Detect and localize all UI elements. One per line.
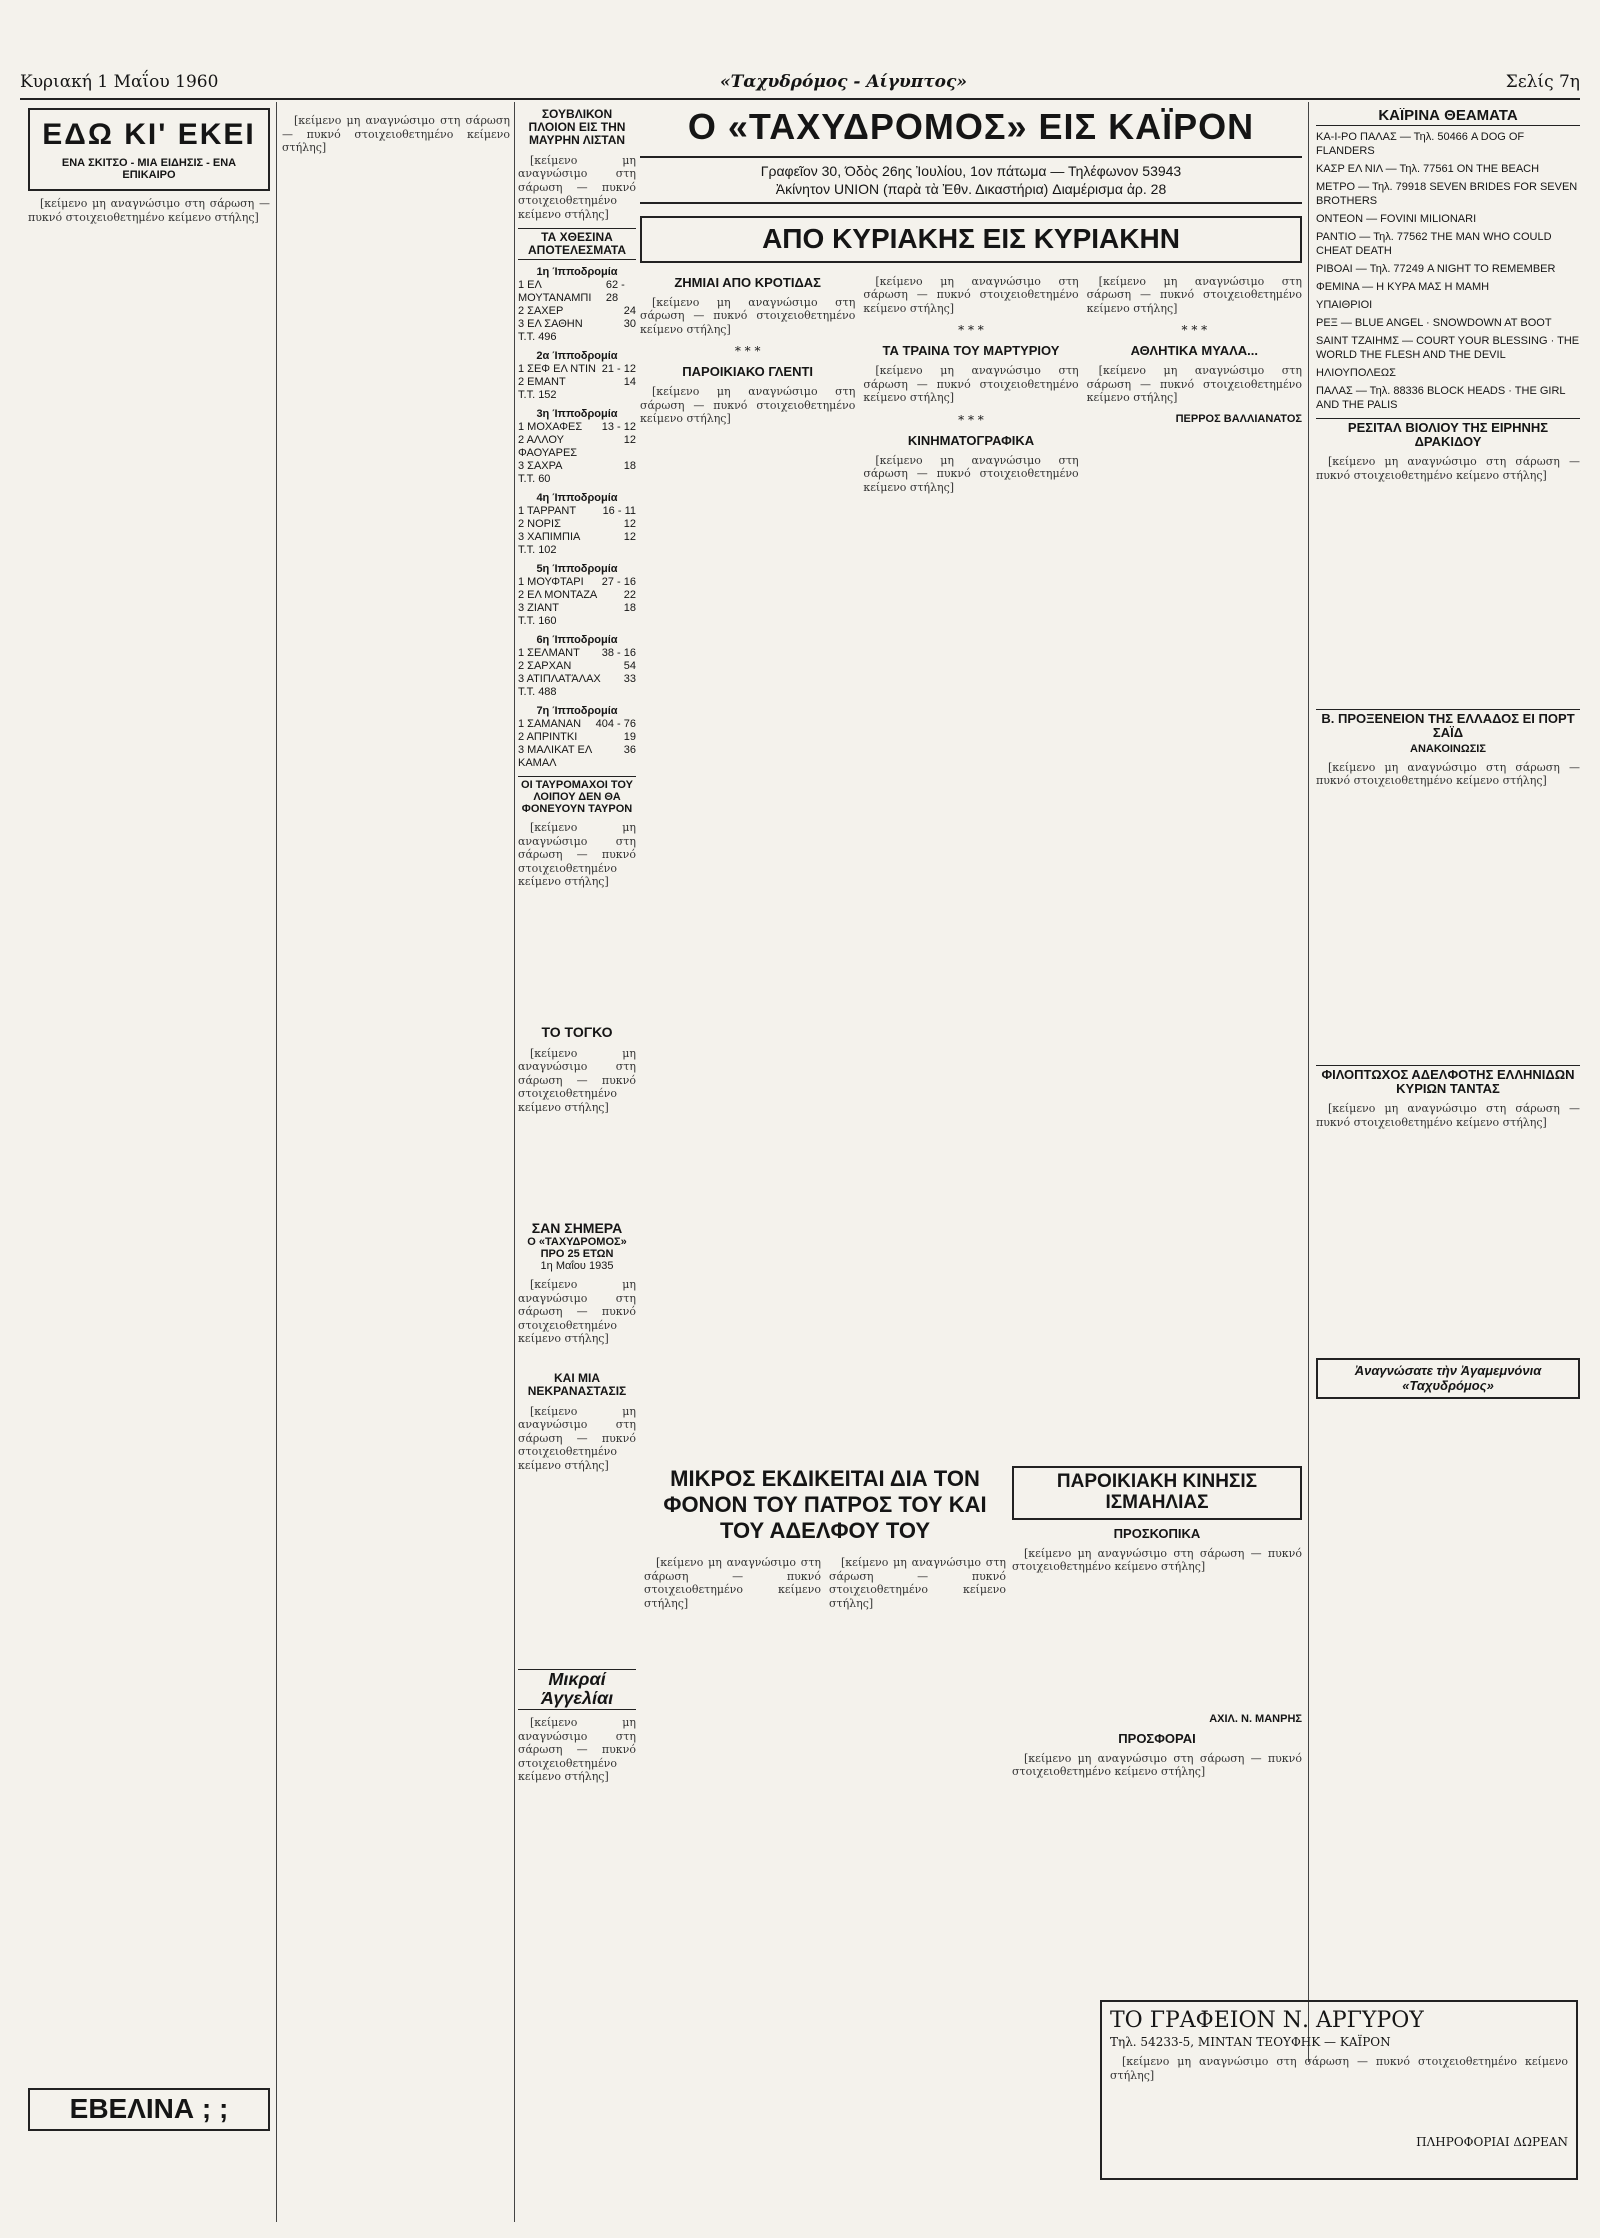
section-box [640,216,1302,263]
race-row [518,615,636,628]
sub-kinimatografika: ΚΙΝΗΜΑΤΟΓΡΑΦΙΚΑ [907,432,1035,448]
race-row [518,279,636,305]
odds: 14 [623,375,636,388]
odds: 33 [623,672,636,685]
horse-name: Τ.Τ. 102 [518,543,557,556]
race-row [518,660,636,673]
ismailia-title: ΠΑΡΟΙΚΙΑΚΗ ΚΙΝΗΣΙΣ ΙΣΜΑΗΛΙΑΣ [1056,1471,1258,1513]
race-row [518,544,636,557]
horse-name: 1 ΕΛ ΜΟΥΤΑΝΑΜΠΙ [518,278,592,304]
race-title: 1η Ίπποδρομία [536,265,618,278]
race-row [518,389,636,402]
ismailia-sub1: ΠΡΟΣΚΟΠΙΚΑ [1113,1525,1201,1541]
horse-name: 1 ΜΟΧΑΦΕΣ [518,420,583,433]
col1-body: [κείμενο μη αναγνώσιμο στη σάρωση — πυκνό στοιχειοθετημένο κείμενο στήλης] [28,197,270,224]
cinema-entry: ΦΕΜΙΝΑ — Η ΚΥΡΑ ΜΑΣ Η ΜΑΜΗ [1316,280,1490,293]
race-title: 6η Ίπποδρομία [536,633,618,646]
cinema-entry: ΠΑΛΑΣ — Τηλ. 88336 BLOCK HEADS · THE GIRL AND THE PALIS [1316,384,1566,411]
column-3: ΣΟΥΒΛΙΚΟΝ ΠΛΟΙΟΝ ΕΙΣ ΤΗΝ ΜΑΥΡΗΝ ΛΙΣΤΑΝ [κείμενο μη αναγνώσιμο στη σάρωση — πυκνό στοιχειοθετημένο κείμενο στήλης] ΤΑ ΧΘΕΣΙΝΑ ΑΠΟΤΕΛΕΣΜΑΤΑ 1η Ίπποδρομία 1 ΕΛ ΜΟΥΤΑΝΑΜΠΙ 62 - 28 2 ΣΑΧΕΡ 24 3 ΕΛ ΣΑΘΗΝ 30 Τ.Τ. 496 2α Ίπποδρομία 1 ΣΕΦ ΕΛ ΝΤΙΝ 21 - 12 2 ΕΜΑΝΤ 14 Τ.Τ. 152 3η Ίπποδρομία 1 ΜΟΧΑΦΕΣ 13 - 12 2 ΑΛΛΟΥ ΦΑΟΥΑΡΕΣ 12 3 ΣΑΧΡΑ 18 Τ.Τ. 60 4η Ίπποδρομία 1 ΤΑΡΡΑΝΤ 16 - 11 2 ΝΟΡΙΣ 12 3 ΧΑΠΙΜΠΙΑ 12 Τ.Τ. 102 5η Ίπποδρομία 1 ΜΟΥΦΤΑΡΙ 27 - 16 2 ΕΛ ΜΟΝΤΑΖΑ 22 3 ΖΙΑΝΤ 18 Τ.Τ. 160 6η Ίπποδρομία 1 ΣΕΛΜΑΝΤ 38 - 16 2 ΣΑΡΧΑΝ 54 3 ΑΤΙΠΛΑΤΆΛΑΧ 33 Τ.Τ. 488 7η Ίπποδρομία 1 ΣΑΜΑΝΑΝ 404 - 76 2 ΑΠΡΙΝΤΚΙ 19 3 ΜΑΛΙΚΑΤ ΕΛ ΚΑΜΑΛ 36 ΟΙ ΤΑΥΡΟΜΑΧΟΙ ΤΟΥ ΛΟΙΠΟΥ ΔΕΝ ΘΑ ΦΟΝΕΥΟΥΝ ΤΑΥΡΟΝ [κείμενο μη αναγνώσιμο στη σάρωση — πυκνό στοιχειοθετημένο κείμενο στήλης] ΤΟ ΤΟΓΚΟ [κείμενο μη αναγνώσιμο στη σάρωση — πυκνό στοιχειοθετημένο κείμενο στήλης] ΣΑΝ ΣΗΜΕΡΑ Ο «ΤΑΧΥΔΡΟΜΟΣ» ΠΡΟ 25 ΕΤΩΝ 1η Μαΐου 1935 [κείμενο μη αναγνώσιμο στη σάρωση — πυκνό στοιχειοθετημένο κείμενο στήλης] ΚΑΙ ΜΙΑ ΝΕΚΡΑΝΑΣΤΑΣΙΣ [κείμενο μη αναγνώσιμο στη σάρωση — πυκνό στοιχειοθετημένο κείμενο στήλης] Μικραί Άγγελίαι [κείμενο μη αναγνώσιμο στη σάρωση — πυκνό στοιχειοθετημένο κείμενο στήλης] [518,108,636,1784]
race-row [518,505,636,518]
odds: 12 [623,530,636,543]
cinema-entry: ΡΕΞ — BLUE ANGEL · SNOWDOWN AT BOOT [1316,316,1552,329]
ismailia-sub2: ΠΡΟΣΦΟΡΑΙ [1118,1730,1196,1746]
race-row [518,518,636,531]
race-row [518,305,636,318]
col3-head2: ΟΙ ΤΑΥΡΟΜΑΧΟΙ ΤΟΥ ΛΟΙΠΟΥ ΔΕΝ ΘΑ ΦΟΝΕΥΟΥΝ ΤΑΥΡΟΝ [518,776,636,815]
horse-name: Τ.Τ. 60 [518,472,551,485]
ismailia-section: ΠΑΡΟΙΚΙΑΚΗ ΚΙΝΗΣΙΣ ΙΣΜΑΗΛΙΑΣ ΠΡΟΣΚΟΠΙΚΑ [κείμενο μη αναγνώσιμο στη σάρωση — πυκνό στοιχειοθετημένο κείμενο στήλης] ΑΧΙΛ. Ν. ΜΑΝΡΗΣ ΠΡΟΣΦΟΡΑΙ [κείμενο μη αναγνώσιμο στη σάρωση — πυκνό στοιχειοθετημένο κείμενο στήλης] [1012,1466,1302,1986]
address-box [640,156,1302,204]
col2-body: [κείμενο μη αναγνώσιμο στη σάρωση — πυκνό στοιχειοθετημένο κείμενο στήλης] [282,114,510,154]
odds: 404 - 76 [595,717,636,730]
horse-name: 1 ΜΟΥΦΤΑΡΙ [518,575,584,588]
horse-name: 3 ΜΑΛΙΚΑΤ ΕΛ ΚΑΜΑΛ [518,743,592,769]
main-title: Ο «ΤΑΧΥΔΡΟΜΟΣ» ΕΙΣ ΚΑΪΡΟΝ [687,106,1255,147]
horse-name: 2 ΑΠΡΙΝΤΚΙ [518,730,578,743]
race-row [518,376,636,389]
horse-name: Τ.Τ. 496 [518,330,557,343]
race-row [518,718,636,731]
horse-name: 1 ΣΕΦ ΕΛ ΝΤΙΝ [518,362,596,375]
col6-head4: ΦΙΛΟΠΤΩΧΟΣ ΑΔΕΛΦΟΤΗΣ ΕΛΛΗΝΙΔΩΝ ΚΥΡΙΩΝ ΤΑΝΤΑΣ [1316,1065,1580,1097]
cinema-entry: ΗΛΙΟΥΠΟΛΕΩΣ [1316,366,1396,379]
col3-head4c: 1η Μαΐου 1935 [540,1260,614,1273]
odds: 24 [623,304,636,317]
race-row [518,531,636,544]
col3-head4b: Ο «ΤΑΧΥΔΡΟΜΟΣ» ΠΡΟ 25 ΕΤΩΝ [527,1236,627,1261]
odds: 62 - 28 [605,278,625,304]
argyrou-phone: Τηλ. 54233-5, ΜΙΝΤΑΝ ΤΕΟΥΦΗΚ — ΚΑΪΡΟΝ [1110,2035,1391,2049]
col3-head4: ΣΑΝ ΣΗΜΕΡΑ [531,1219,623,1236]
ebelina: ΕΒΕΛΙΝΑ ; ; [69,2093,229,2124]
odds: 21 - 12 [601,362,636,375]
horse-name: 3 ΣΑΧΡΑ [518,459,563,472]
cinema-entry: ΚΑ-Ι-ΡΟ ΠΑΛΑΣ — Τηλ. 50466 A DOG OF FLANDERS [1316,130,1525,157]
murder-story: ΜΙΚΡΟΣ ΕΚΔΙΚΕΙΤΑΙ ΔΙΑ ΤΟΝ ΦΟΝΟΝ ΤΟΥ ΠΑΤΡΟΣ ΤΟΥ ΚΑΙ ΤΟΥ ΑΔΕΛΦΟΥ ΤΟΥ [κείμενο μη αναγνώσιμο στη σάρωση — πυκνό στοιχειοθετημένο κείμενο στήλης] [κείμενο μη αναγνώσιμο στη σάρωση — πυκνό στοιχειοθετημένο κείμενο στήλης] [644,1466,1006,1610]
race-title: 3η Ίπποδρομία [536,407,618,420]
horse-name: 1 ΤΑΡΡΑΝΤ [518,504,577,517]
cinema-title: ΚΑΪΡΙΝΑ ΘΕΑΜΑΤΑ [1316,108,1580,126]
odds: 30 [623,317,636,330]
page-number: Σελίς 7η [1505,72,1580,92]
horse-name: 2 ΕΜΑΝΤ [518,375,566,388]
murder-title: ΜΙΚΡΟΣ ΕΚΔΙΚΕΙΤΑΙ ΔΙΑ ΤΟΝ ΦΟΝΟΝ ΤΟΥ ΠΑΤΡΟΣ ΤΟΥ ΚΑΙ ΤΟΥ ΑΔΕΛΦΟΥ ΤΟΥ [663,1466,987,1543]
horse-name: 3 ΑΤΙΠΛΑΤΆΛΑΧ [518,672,601,685]
col6-head3a: ΑΝΑΚΟΙΝΩΣΙΣ [1410,742,1486,755]
cinema-entry: ΥΠΑΙΘΡΙΟΙ [1316,298,1373,311]
paper-name: «Ταχυδρόμος - Αίγυπτος» [720,72,967,92]
col3-head3: ΤΟ ΤΟΓΚΟ [541,1024,613,1041]
section-title: ΑΠΟ ΚΥΡΙΑΚΗΣ ΕΙΣ ΚΥΡΙΑΚΗΝ [762,223,1180,254]
horse-name: 2 ΑΛΛΟΥ ΦΑΟΥΑΡΕΣ [518,433,578,459]
cinema-entry: PANTIO — Τηλ. 77562 THE MAN WHO COULD CHEAT DEATH [1316,230,1552,257]
odds: 16 - 11 [602,504,636,517]
horse-name: 2 ΕΛ ΜΟΝΤΑΖΑ [518,588,598,601]
sub-athlitika: ΑΘΛΗΤΙΚΑ ΜΥΑΛΑ... [1130,343,1259,359]
col6-head2: ΡΕΣΙΤΑΛ ΒΙΟΛΙΟΥ ΤΗΣ ΕΙΡΗΝΗΣ ΔΡΑΚΙΔΟΥ [1316,418,1580,450]
section-columns [640,269,1302,1379]
ismailia-sign: ΑΧΙΛ. Ν. ΜΑΝΡΗΣ [1209,1712,1302,1725]
odds: 12 [623,433,636,446]
race-row [518,576,636,589]
murder-section [644,1466,1006,1966]
horse-name: Τ.Τ. 160 [518,614,557,627]
horse-name: Τ.Τ. 488 [518,685,557,698]
race-results [518,266,636,770]
odds: 38 - 16 [601,646,636,659]
odds: 36 [623,743,636,756]
race-row [518,602,636,615]
race-title: 4η Ίπποδρομία [536,491,618,504]
results-title: ΤΑ ΧΘΕΣΙΝΑ ΑΠΟΤΕΛΕΣΜΑΤΑ [518,228,636,260]
cinema-entry: ΜΕΤΡΟ — Τηλ. 79918 SEVEN BRIDES FOR SEVEN BROTHERS [1316,180,1578,207]
race-row [518,647,636,660]
race-row [518,673,636,686]
race-title: 5η Ίπποδρομία [536,562,618,575]
horse-name: 1 ΣΕΛΜΑΝΤ [518,646,580,659]
race-row [518,731,636,744]
section-col-b: [κείμενο μη αναγνώσιμο στη σάρωση — πυκνό στοιχειοθετημένο κείμενο στήλης] * * * ΤΑ ΤΡΑΙΝΑ ΤΟΥ ΜΑΡΤΥΡΙΟΥ [κείμενο μη αναγνώσιμο στη σάρωση — πυκνό στοιχειοθετημένο κείμενο στήλης] * * * ΚΙΝΗΜΑΤΟΓΡΑΦΙΚΑ [κείμενο μη αναγνώσιμο στη σάρωση — πυκνό στοιχειοθετημένο κείμενο στήλης] [863,274,1079,494]
argyrou-title: ΤΟ ΓΡΑΦΕΙΟΝ Ν. ΑΡΓΥΡΟΥ [1110,2008,1424,2033]
cinema-entry: ΚΑΣΡ ΕΛ ΝΙΛ — Τηλ. 77561 ON THE BEACH [1316,162,1540,175]
odds: 12 [623,517,636,530]
ebelina-box [28,2088,270,2131]
sub-traina: ΤΑ ΤΡΑΙΝΑ ΤΟΥ ΜΑΡΤΥΡΙΟΥ [882,343,1060,359]
column-2 [282,108,510,2198]
cinema-list [1316,130,1580,412]
small-ads-title: Μικραί Άγγελίαι [518,1669,636,1711]
edo-ki-ekei-box [28,108,270,191]
date: Κυριακή 1 Μαΐου 1960 [20,72,219,92]
race-row [518,331,636,344]
odds: 54 [623,659,636,672]
race-row [518,473,636,486]
horse-name: 3 ΧΑΠΙΜΠΙΑ [518,530,581,543]
race-row [518,589,636,602]
horse-name: 1 ΣΑΜΑΝΑΝ [518,717,582,730]
odds: 19 [623,730,636,743]
horse-name: Τ.Τ. 152 [518,388,557,401]
horse-name: 2 ΣΑΡΧΑΝ [518,659,572,672]
cinema-entry: ONTEON — FOVINI MILIONARI [1316,212,1477,225]
sub-paroikiako-glenti: ΠΑΡΟΙΚΙΑΚΟ ΓΛΕΝΤΙ [682,364,814,380]
column-rule [514,102,515,2222]
race-row [518,363,636,376]
col6-head3: Β. ΠΡΟΞΕΝΕΙΟΝ ΤΗΣ ΕΛΛΑΔΟΣ ΕΙ ΠΟΡΤ ΣΑΪΔ [1316,709,1580,741]
col6-ad-line: Ἀναγνώσατε τὴν Ἀγαμεμνόνια «Ταχυδρόμος» [1354,1363,1542,1393]
col3-top-head: ΣΟΥΒΛΙΚΟΝ ΠΛΟΙΟΝ ΕΙΣ ΤΗΝ ΜΑΥΡΗΝ ΛΙΣΤΑΝ [528,108,626,148]
horse-name: 2 ΝΟΡΙΣ [518,517,561,530]
argyrou-ad: ΤΟ ΓΡΑΦΕΙΟΝ Ν. ΑΡΓΥΡΟΥ Τηλ. 54233-5, ΜΙΝΤΑΝ ΤΕΟΥΦΗΚ — ΚΑΪΡΟΝ [κείμενο μη αναγνώσιμο στη σάρωση — πυκνό στοιχειοθετημένο κείμενο στήλης] ΠΛΗΡΟΦΟΡΙΑΙ ΔΩΡΕΑΝ [1100,2000,1578,2180]
column-1 [28,108,270,2198]
page-header [20,68,1580,100]
col1-title: ΕΔΩ ΚΙ' ΕΚΕΙ [42,118,256,151]
horse-name: 3 ΕΛ ΣΑΘΗΝ [518,317,583,330]
column-rule [276,102,277,2222]
cinema-entry: PIBOAI — Τηλ. 77249 A NIGHT TO REMEMBER [1316,262,1556,275]
col3-head5: ΚΑΙ ΜΙΑ ΝΕΚΡΑΝΑΣΤΑΣΙΣ [527,1371,627,1399]
race-row [518,434,636,460]
section-col-a: ΖΗΜΙΑΙ ΑΠΟ ΚΡΟΤΙΔΑΣ [κείμενο μη αναγνώσιμο στη σάρωση — πυκνό στοιχειοθετημένο κείμενο στήλης] * * * ΠΑΡΟΙΚΙΑΚΟ ΓΛΕΝΤΙ [κείμενο μη αναγνώσιμο στη σάρωση — πυκνό στοιχειοθετημένο κείμενο στήλης] [640,274,856,426]
race-row [518,744,636,770]
horse-name: 3 ΖΙΑΝΤ [518,601,559,614]
race-row [518,318,636,331]
sub-zimiai: ΖΗΜΙΑΙ ΑΠΟ ΚΡΟΤΙΔΑΣ [674,274,821,290]
odds: 27 - 16 [601,575,636,588]
odds: 18 [623,601,636,614]
argyrou-footer: ΠΛΗΡΟΦΟΡΙΑΙ ΔΩΡΕΑΝ [1416,2135,1568,2149]
section-col-c: [κείμενο μη αναγνώσιμο στη σάρωση — πυκνό στοιχειοθετημένο κείμενο στήλης] * * * ΑΘΛΗΤΙΚΑ ΜΥΑΛΑ... [κείμενο μη αναγνώσιμο στη σάρωση — πυκνό στοιχειοθετημένο κείμενο στήλης] ΠΕΡΡΟΣ ΒΑΛΛΙΑΝΑΤΟΣ [1086,274,1302,425]
odds: 13 - 12 [601,420,636,433]
address-line-1: Γραφεῖον 30, Όδὸς 26ης Ἰουλίου, 1ον πάτωμα — Τηλέφωνον 53943 [760,163,1182,179]
address-line-2: Ἀκίνητον UNION (παρὰ τὰ Ἐθν. Δικαστήρια) Διαμέρισμα ἀρ. 28 [775,181,1167,197]
horse-name: 2 ΣΑΧΕΡ [518,304,564,317]
column-rule [1308,102,1309,2062]
odds: 22 [623,588,636,601]
race-title: 7η Ίπποδρομία [536,704,618,717]
column-6: ΚΑΪΡΙΝΑ ΘΕΑΜΑΤΑ ΚΑ-Ι-ΡΟ ΠΑΛΑΣ — Τηλ. 50466 A DOG OF FLANDERS ΚΑΣΡ ΕΛ ΝΙΛ — Τηλ. 77561 ON THE BEACH ΜΕΤΡΟ — Τηλ. 79918 SEVEN BRIDES FOR SEVEN BROTHERS ONTEON — FOVINI MILIONARI PANTIO — Τηλ. 77562 THE MAN WHO COULD CHEAT DEATH PIBOAI — Τηλ. 77249 A NIGHT TO REMEMBER ΦΕΜΙΝΑ — Η ΚΥΡΑ ΜΑΣ Η ΜΑΜΗ ΥΠΑΙΘΡΙΟΙ ΡΕΞ — BLUE ANGEL · SNOWDOWN AT BOOT SAINT ΤΖΑΙΗΜΣ — COURT YOUR BLESSING · THE WORLD THE FLESH AND THE DEVIL ΗΛΙΟΥΠΟΛΕΩΣ ΠΑΛΑΣ — Τηλ. 88336 BLOCK HEADS · THE GIRL AND THE PALIS ΡΕΣΙΤΑΛ ΒΙΟΛΙΟΥ ΤΗΣ ΕΙΡΗΝΗΣ ΔΡΑΚΙΔΟΥ [κείμενο μη αναγνώσιμο στη σάρωση — πυκνό στοιχειοθετημένο κείμενο στήλης] Β. ΠΡΟΞΕΝΕΙΟΝ ΤΗΣ ΕΛΛΑΔΟΣ ΕΙ ΠΟΡΤ ΣΑΪΔ ΑΝΑΚΟΙΝΩΣΙΣ [κείμενο μη αναγνώσιμο στη σάρωση — πυκνό στοιχειοθετημένο κείμενο στήλης] ΦΙΛΟΠΤΩΧΟΣ ΑΔΕΛΦΟΤΗΣ ΕΛΛΗΝΙΔΩΝ ΚΥΡΙΩΝ ΤΑΝΤΑΣ [κείμενο μη αναγνώσιμο στη σάρωση — πυκνό στοιχειοθετημένο κείμενο στήλης] Ἀναγνώσατε τὴν Ἀγαμεμνόνια «Ταχυδρόμος» [1316,108,1580,2028]
cinema-entry: SAINT ΤΖΑΙΗΜΣ — COURT YOUR BLESSING · THE WORLD THE FLESH AND THE DEVIL [1316,334,1580,361]
col1-subtitle: ΕΝΑ ΣΚΙΤΣΟ - ΜΙΑ ΕΙΔΗΣΙΣ - ΕΝΑ ΕΠΙΚΑΙΡΟ [61,157,237,182]
signature: ΠΕΡΡΟΣ ΒΑΛΛΙΑΝΑΤΟΣ [1175,412,1302,425]
odds: 18 [623,459,636,472]
race-row [518,421,636,434]
race-row [518,686,636,699]
race-row [518,460,636,473]
race-title: 2α Ίπποδρομία [536,349,618,362]
